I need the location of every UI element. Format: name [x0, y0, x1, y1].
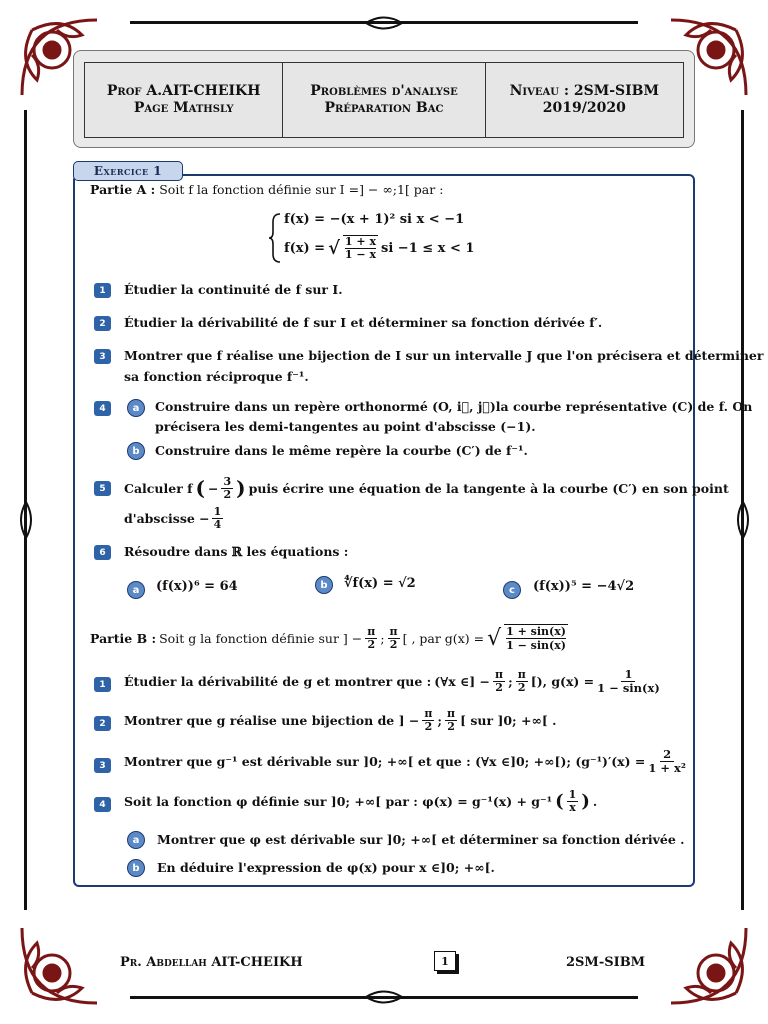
partA-q5-tail: puis écrire une équation de la tangente à la courbe (C′) en son point — [248, 481, 729, 496]
system-frac-num: 1 + x — [344, 235, 377, 248]
partB-q4a-marker: a — [127, 831, 145, 849]
partB-q2-tail: [ sur ]0; +∞[ . — [460, 713, 557, 728]
partA-q4b-text: Construire dans le même repère la courbe (C′) de f⁻¹. — [155, 443, 528, 458]
partB-label: Partie B : — [90, 630, 157, 646]
partA-q3-line1: Montrer que f réalise une bijection de I sur un intervalle J que l'on précisera et déterminer — [124, 348, 764, 363]
partB-q2-pi-den: 2 — [424, 720, 433, 733]
partB-q1-frac-num: 1 — [621, 668, 635, 682]
partB-q3-frac-den: 1 + x² — [648, 761, 686, 775]
partB-q4b-text: En déduire l'expression de φ(x) pour x ∈]0; +∞[. — [157, 860, 495, 875]
footer-author-prefix: Pr. Abdellah — [120, 955, 207, 970]
partB-q2-pi2-den: 2 — [447, 720, 455, 733]
partB-q4-number: 4 — [94, 797, 111, 812]
partA-q2-text: Étudier la dérivabilité de f sur I et déterminer sa fonction dérivée f′. — [124, 315, 603, 330]
header-page: Page Mathsly — [133, 100, 234, 116]
partA-q6-text: Résoudre dans ℝ les équations : — [124, 544, 349, 559]
partA-q5-abscissa: d'abscisse − — [124, 511, 210, 526]
bottom-ornament — [364, 986, 404, 1008]
system-brace — [268, 212, 282, 264]
partB-q1-pi2-den: 2 — [517, 681, 526, 694]
partB-q4b-marker: b — [127, 859, 145, 877]
partA-q4b-marker: b — [127, 442, 145, 460]
header-level-cell — [485, 63, 683, 137]
partB-q3-frac-num: 2 — [660, 748, 674, 762]
corner-ornament-bottom-right — [661, 918, 756, 1013]
system-line-2-right: si −1 ≤ x < 1 — [381, 240, 475, 256]
partB-q3-line — [124, 748, 686, 775]
partB-q2-pi2-num: π — [447, 707, 456, 720]
partB-q1-line: Étudier la dérivabilité de g et montrer que : (∀x ∈] − $\frac{\pi}{2}$ ; $\frac{\pi}{2}$ [), g(x) = $\frac{1}{1 - \sin(x)}$ — [124, 667, 660, 695]
footer-author — [120, 955, 303, 970]
partB-q2-line: Montrer que g réalise une bijection de ] − $\frac{\pi}{2}$ ; $\frac{\pi}{2}$ [ sur ]0; +∞[ . — [124, 707, 557, 733]
partB-q1-pi2-num: π — [517, 668, 526, 681]
header-subtitle: Préparation Bac — [324, 100, 444, 116]
partA-q5-lead: Calculer f — [124, 481, 193, 496]
partB-q4-text: Soit la fonction φ définie sur ]0; +∞[ par : φ(x) = g⁻¹(x) + g⁻¹ — [124, 794, 553, 809]
partB-intro-mid: [ , par g(x) = — [402, 630, 485, 646]
partA-q6c-marker: c — [503, 581, 521, 599]
partB-q4-frac-num: 1 — [568, 788, 577, 801]
partA-q4a-marker: a — [127, 399, 145, 417]
partA-q6b-marker: b — [315, 576, 333, 594]
partB-q4-line: Soit la fonction φ définie sur ]0; +∞[ par : φ(x) = g⁻¹(x) + g⁻¹ ( $\frac{1}{x}$ ) . — [124, 788, 598, 814]
partB-q1-math: (∀x ∈] − — [434, 674, 491, 689]
partA-q5-number: 5 — [94, 481, 111, 496]
partB-intro-den: 1 − sin(x) — [506, 639, 566, 652]
partA-q3-number: 3 — [94, 349, 111, 364]
header-author-cell — [85, 63, 282, 137]
partA-q5-line2 — [124, 506, 223, 531]
partA-intro — [90, 181, 443, 198]
partB-q4-frac-den: x — [569, 801, 576, 814]
header-level: Niveau : 2SM-SIBM — [509, 83, 660, 99]
partA-q4-number: 4 — [94, 401, 111, 416]
partB-q2-pi-num: π — [424, 707, 433, 720]
partA-q6-number: 6 — [94, 545, 111, 560]
partB-q1-pi-num: π — [495, 668, 504, 681]
partB-q2-text: Montrer que g réalise une bijection de ] − — [124, 713, 420, 728]
partA-q1-text: Étudier la continuité de f sur I. — [124, 282, 343, 297]
side-ornament-left — [14, 500, 38, 540]
side-ornament-right — [731, 500, 755, 540]
partA-q2-number: 2 — [94, 316, 111, 331]
header-title: Problèmes d'analyse — [310, 83, 458, 99]
exercise-title: Exercice 1 — [73, 161, 183, 181]
partA-q6a-marker: a — [127, 581, 145, 599]
partB-q1-pi-den: 2 — [495, 681, 503, 694]
partA-label: Partie A : — [90, 182, 156, 197]
footer-level: 2SM-SIBM — [566, 955, 646, 970]
partB-q1-math2: [), g(x) = — [530, 674, 595, 689]
partB-q1-frac-den: 1 − sin(x) — [597, 681, 660, 695]
header-year: 2019/2020 — [542, 100, 626, 116]
partA-q6c-equation: (f(x))⁵ = −4√2 — [533, 579, 635, 594]
system-frac-den: 1 − x — [344, 248, 377, 261]
system-line-1: f(x) = −(x + 1)² si x < −1 — [284, 212, 465, 227]
partB-intro: Partie B : Soit g la fonction définie sur ] − $\frac{\pi}{2}$ ; $\frac{\pi}{2}$ [ , par g(x) = √ $\frac{1 + \sin(x)}{1 - \sin(x)}$ — [90, 624, 566, 652]
partB-intro-frac2-num: π — [389, 624, 398, 638]
header-table — [84, 62, 684, 138]
partB-q3-text: Montrer que g⁻¹ est dérivable sur ]0; +∞[ et que : (∀x ∈]0; +∞[); (g⁻¹)′(x) = — [124, 754, 646, 769]
partA-q5-frac-den: 2 — [223, 488, 232, 501]
partB-q1-number: 1 — [94, 677, 111, 692]
partA-q5-frac-num: 3 — [223, 475, 232, 488]
partA-q5-l2-num: 1 — [213, 505, 222, 518]
header-panel — [73, 50, 695, 148]
partB-q1-text: Étudier la dérivabilité de g et montrer que : — [124, 674, 432, 689]
partA-intro-text: Soit f la fonction définie sur I =] − ∞;1[ par : — [159, 182, 444, 197]
partB-q2-number: 2 — [94, 716, 111, 731]
partB-intro-text: Soit g la fonction définie sur ] − — [159, 630, 363, 646]
header-author: Prof A.AIT-CHEIKH — [106, 83, 261, 99]
corner-ornament-bottom-left — [12, 918, 107, 1013]
partB-intro-frac1-den: 2 — [367, 637, 376, 651]
page-number: 1 — [434, 951, 456, 971]
partA-q5-line1: Calculer f ( − $\frac{3}{2}$ ) puis écrire une équation de la tangente à la courbe (C′) en son point — [124, 475, 729, 501]
partA-q6a-equation: (f(x))⁶ = 64 — [156, 579, 238, 594]
partA-q4a-line1: Construire dans un repère orthonormé (O, i⃗, j⃗)la courbe représentative (C) de f. On — [155, 399, 753, 414]
header-title-cell — [282, 63, 484, 137]
partA-q3-line2: sa fonction réciproque f⁻¹. — [124, 369, 309, 384]
partA-q1-number: 1 — [94, 283, 111, 298]
partB-q4a-text: Montrer que φ est dérivable sur ]0; +∞[ et déterminer sa fonction dérivée . — [157, 832, 685, 847]
top-ornament — [364, 12, 404, 34]
system-line-2-left: f(x) = — [284, 240, 326, 256]
partB-intro-num: 1 + sin(x) — [506, 625, 566, 638]
partA-q6b-equation: ∜f(x) = √2 — [344, 576, 416, 591]
partA-q5-l2-den: 4 — [213, 518, 222, 531]
partA-q4a-line2: précisera les demi-tangentes au point d'abscisse (−1). — [155, 419, 536, 434]
footer-author-name: AIT-CHEIKH — [211, 955, 303, 970]
partB-intro-frac2-den: 2 — [389, 637, 398, 651]
system-line-2: f(x) = √ $\frac{1 + x}{1 - x}$ si −1 ≤ x < 1 — [284, 235, 475, 261]
partB-intro-frac1-num: π — [367, 624, 376, 638]
partB-q3-number: 3 — [94, 758, 111, 773]
